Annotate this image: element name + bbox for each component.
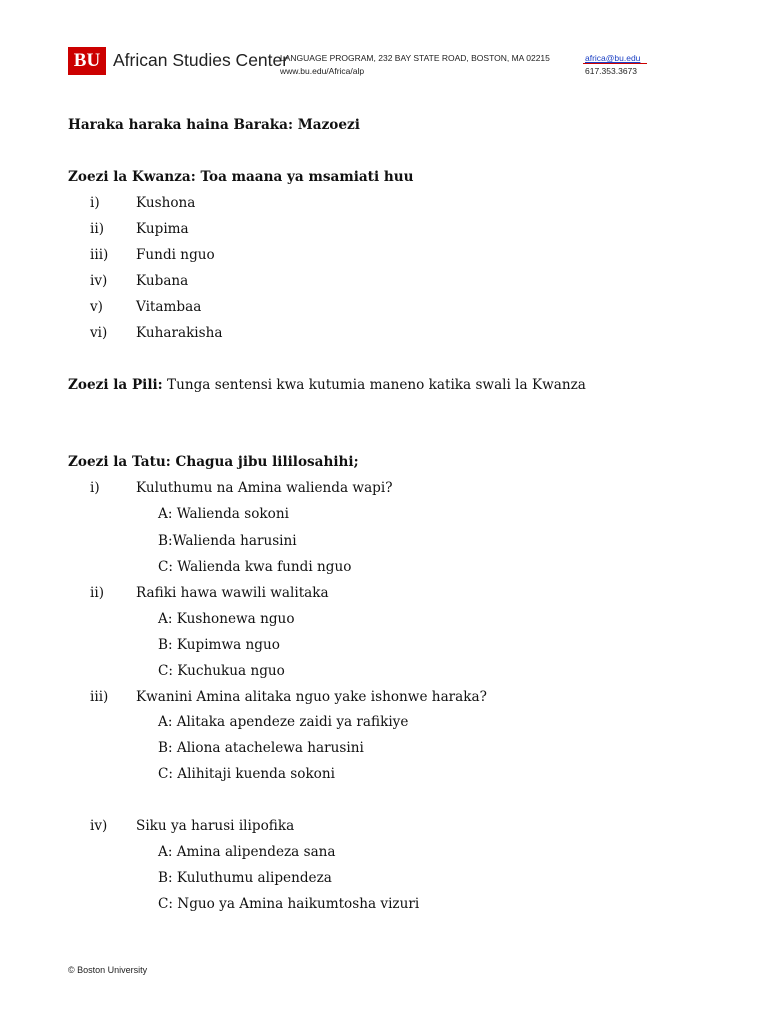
email-link[interactable]: africa@bu.edu (585, 53, 641, 63)
question-number: ii) (90, 585, 104, 601)
item-number: iv) (90, 273, 108, 289)
question-number: i) (90, 480, 100, 496)
answer-option: B:Walienda harusini (158, 533, 297, 549)
address-line: LANGUAGE PROGRAM, 232 BAY STATE ROAD, BOSTON, MA 02215 (280, 53, 550, 63)
answer-option: B: Kuluthumu alipendeza (158, 870, 332, 886)
copyright-footer: © Boston University (68, 965, 148, 975)
website-line: www.bu.edu/Africa/alp (280, 66, 365, 76)
vocab-item: Kushona (136, 195, 196, 211)
item-number: vi) (90, 325, 108, 341)
exercise1-heading: Zoezi la Kwanza: Toa maana ya msamiati huu (68, 169, 414, 185)
exercise2-heading (68, 377, 586, 393)
question-text: Kuluthumu na Amina walienda wapi? (136, 480, 393, 496)
vocab-item: Kupima (136, 221, 189, 237)
answer-option: C: Kuchukua nguo (158, 663, 285, 679)
bu-logo: BU (68, 47, 106, 75)
answer-option: B: Kupimwa nguo (158, 637, 280, 653)
vocab-item: Fundi nguo (136, 247, 215, 263)
answer-option: A: Walienda sokoni (158, 506, 289, 522)
question-text: Siku ya harusi ilipofika (136, 818, 295, 834)
answer-option: A: Kushonewa nguo (158, 611, 295, 627)
question-text: Rafiki hawa wawili walitaka (136, 585, 329, 601)
question-number: iii) (90, 689, 109, 705)
item-number: i) (90, 195, 100, 211)
exercise2-label: Zoezi la Pili: (68, 377, 163, 393)
vocab-item: Vitambaa (136, 299, 202, 315)
answer-option: C: Nguo ya Amina haikumtosha vizuri (158, 896, 420, 912)
answer-option: B: Aliona atachelewa harusini (158, 740, 364, 756)
answer-option: A: Amina alipendeza sana (158, 844, 336, 860)
question-text: Kwanini Amina alitaka nguo yake ishonwe haraka? (136, 689, 487, 705)
question-number: iv) (90, 818, 108, 834)
vocab-item: Kubana (136, 273, 189, 289)
phone: 617.353.3673 (585, 66, 637, 76)
address-block (280, 52, 550, 78)
exercise3-heading: Zoezi la Tatu: Chagua jibu lililosahihi; (68, 454, 359, 470)
answer-option: C: Walienda kwa fundi nguo (158, 559, 352, 575)
header-rule (583, 63, 647, 64)
answer-option: A: Alitaka apendeze zaidi ya rafikiye (158, 714, 409, 730)
center-name: African Studies Center (113, 50, 289, 70)
contact-block (585, 52, 640, 78)
item-number: iii) (90, 247, 109, 263)
page-title: Haraka haraka haina Baraka: Mazoezi (68, 117, 360, 133)
exercise2-instruction: Tunga sentensi kwa kutumia maneno katika swali la Kwanza (162, 377, 586, 393)
item-number: v) (90, 299, 103, 315)
answer-option: C: Alihitaji kuenda sokoni (158, 766, 335, 782)
vocab-item: Kuharakisha (136, 325, 223, 341)
item-number: ii) (90, 221, 104, 237)
